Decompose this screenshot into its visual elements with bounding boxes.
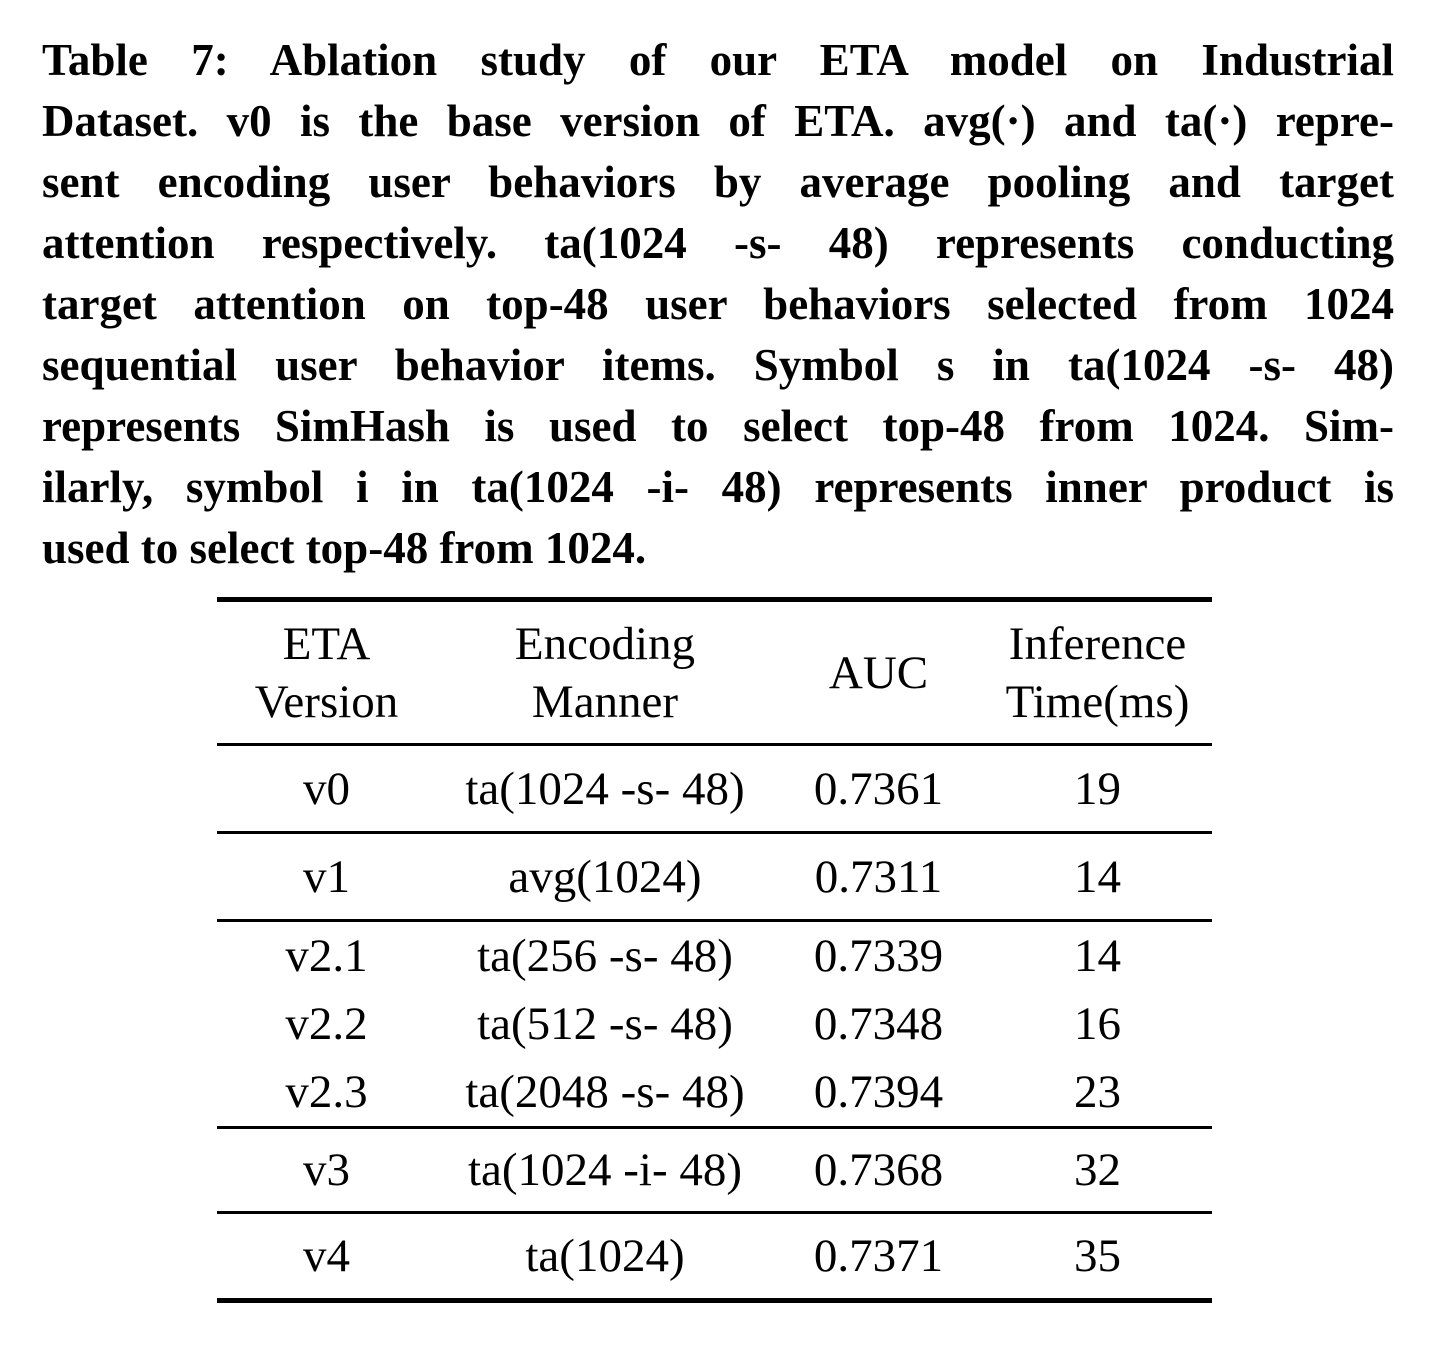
table-caption xyxy=(0,0,1432,579)
cell-encoding: ta(2048 -s- 48) xyxy=(465,1066,745,1119)
table-row xyxy=(217,921,1212,990)
col-header-encoding-manner xyxy=(436,600,774,745)
header-line: AUC xyxy=(828,646,929,699)
table-row xyxy=(217,990,1212,1059)
header-line: Manner xyxy=(531,675,679,728)
cell-time: 19 xyxy=(1074,762,1121,815)
cell-auc: 0.7371 xyxy=(813,1230,944,1282)
cell-version: v1 xyxy=(303,850,350,903)
cell-time: 14 xyxy=(1074,850,1121,903)
caption-line: sequential user behavior items. Symbol s in ta(1024 -s- 48) xyxy=(42,340,1394,390)
cell-version: v2.3 xyxy=(285,1066,368,1119)
row-group-v3 xyxy=(217,1128,1212,1213)
header-line: Inference xyxy=(1008,617,1187,670)
cell-auc: 0.7394 xyxy=(813,1066,944,1119)
caption-line: sent encoding user behaviors by average pooling and target xyxy=(42,157,1394,207)
cell-auc: 0.7339 xyxy=(813,929,944,982)
header-line: Encoding xyxy=(514,617,696,670)
caption-line: ilarly, symbol i in ta(1024 -i- 48) represents inner product is xyxy=(42,462,1394,512)
cell-encoding: ta(512 -s- 48) xyxy=(477,998,733,1050)
table-row xyxy=(217,1128,1212,1213)
col-header-inference-time xyxy=(983,600,1212,745)
header-line: ETA xyxy=(282,617,371,670)
cell-auc: 0.7311 xyxy=(814,850,943,903)
row-group-v2 xyxy=(217,921,1212,1128)
cell-version: v2.2 xyxy=(285,998,368,1050)
cell-encoding: ta(1024 -s- 48) xyxy=(465,762,745,815)
cell-auc: 0.7348 xyxy=(813,998,944,1050)
cell-encoding: ta(1024) xyxy=(525,1230,685,1282)
caption-line: Dataset. v0 is the base version of ETA. avg(·) and ta(·) repre- xyxy=(42,96,1394,146)
caption-line: represents SimHash is used to select top-48 from 1024. Sim- xyxy=(42,401,1394,451)
cell-encoding: ta(1024 -i- 48) xyxy=(467,1144,743,1196)
cell-time: 16 xyxy=(1074,998,1121,1050)
cell-version: v4 xyxy=(303,1230,350,1282)
cell-version: v2.1 xyxy=(285,929,368,982)
col-header-auc xyxy=(774,600,983,745)
cell-auc: 0.7361 xyxy=(813,762,944,815)
cell-encoding: avg(1024) xyxy=(508,850,702,903)
ablation-table xyxy=(217,597,1212,1303)
cell-time: 23 xyxy=(1074,1066,1121,1119)
cell-version: v3 xyxy=(303,1144,350,1196)
cell-time: 35 xyxy=(1074,1230,1121,1282)
row-group-v1 xyxy=(217,833,1212,921)
col-header-eta-version xyxy=(217,600,436,745)
header-line: Time(ms) xyxy=(1005,675,1190,728)
table-row xyxy=(217,745,1212,833)
cell-time: 32 xyxy=(1074,1144,1121,1196)
table-row xyxy=(217,1059,1212,1128)
cell-version: v0 xyxy=(303,762,350,815)
row-group-v0 xyxy=(217,745,1212,833)
caption-line: used to select top-48 from 1024. xyxy=(42,523,647,573)
caption-line: target attention on top-48 user behaviors selected from 1024 xyxy=(42,279,1394,329)
table-row xyxy=(217,1213,1212,1301)
header-row xyxy=(217,600,1212,745)
caption-line: Table 7: Ablation study of our ETA model on Industrial xyxy=(42,35,1394,85)
table-header xyxy=(217,600,1212,745)
header-line: Version xyxy=(254,675,399,728)
caption-line: attention respectively. ta(1024 -s- 48) represents conducting xyxy=(42,218,1394,268)
cell-time: 14 xyxy=(1074,929,1121,982)
row-group-v4 xyxy=(217,1213,1212,1301)
cell-auc: 0.7368 xyxy=(813,1144,944,1196)
cell-encoding: ta(256 -s- 48) xyxy=(477,929,733,982)
table-row xyxy=(217,833,1212,921)
